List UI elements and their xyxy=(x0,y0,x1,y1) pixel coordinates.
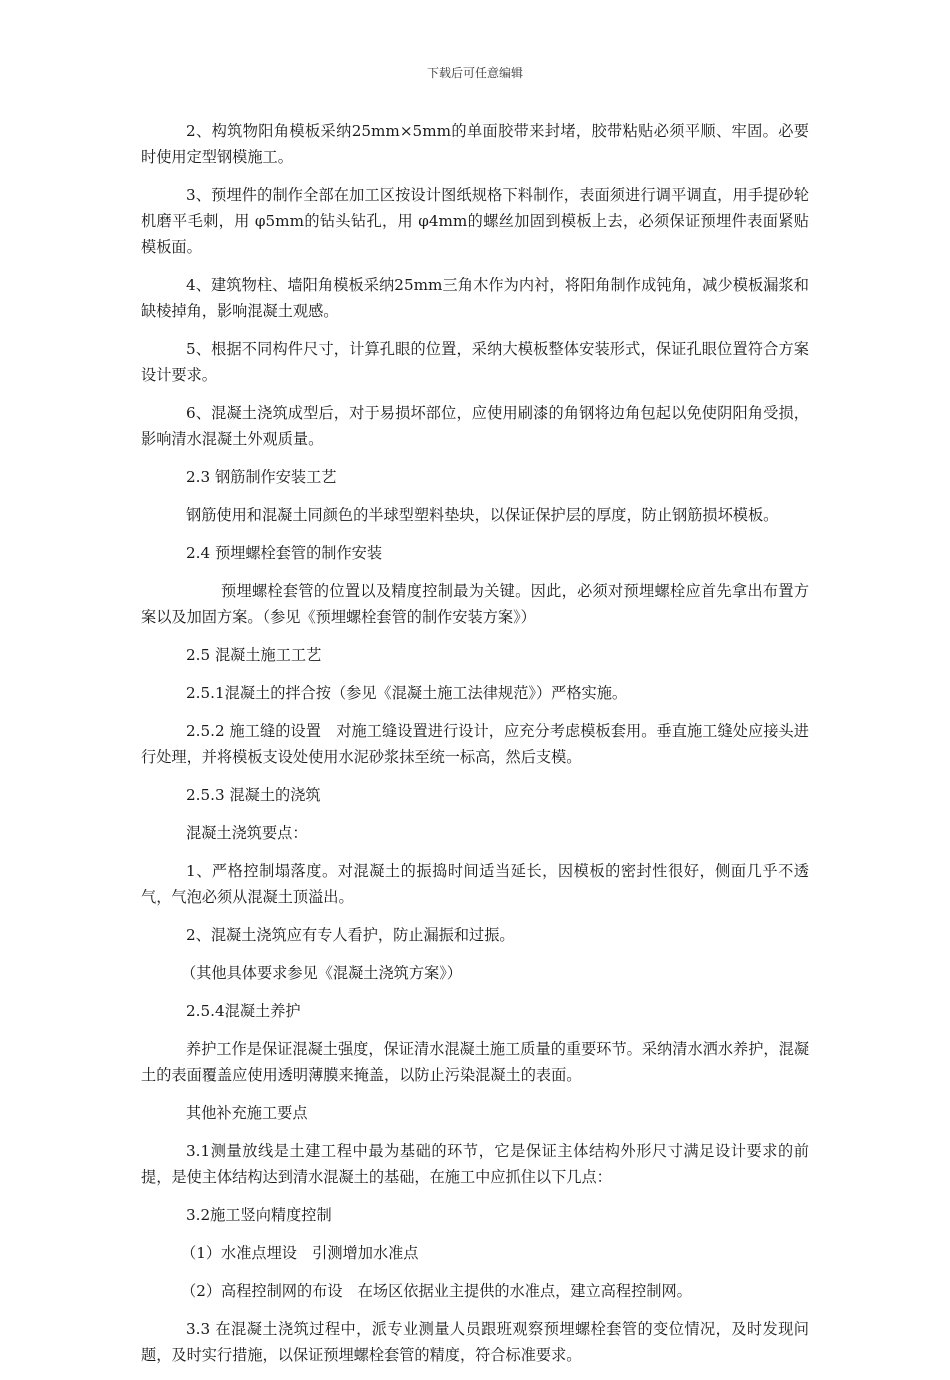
paragraph: 3.1测量放线是土建工程中最为基础的环节，它是保证主体结构外形尺寸满足设计要求的前提，是使主体结构达到清水混凝土的基础，在施工中应抓住以下几点： xyxy=(141,1142,809,1186)
paragraph: （其他具体要求参见《混凝土浇筑方案》） xyxy=(181,964,462,982)
paragraph: 1、严格控制塌落度。对混凝土的振捣时间适当延长，因模板的密封性很好，侧面几乎不透气，气泡必须从混凝土顶溢出。 xyxy=(141,862,809,906)
paragraph: 3.2施工竖向精度控制 xyxy=(186,1206,332,1224)
paragraph: 3、预埋件的制作全部在加工区按设计图纸规格下料制作，表面须进行调平调直，用手提砂轮机磨平毛刺，用 φ5mm的钻头钻孔，用 φ4mm的螺丝加固到模板上去，必须保证预埋件表面紧贴模板面。 xyxy=(141,186,809,256)
paragraph: 6、混凝土浇筑成型后，对于易损坏部位，应使用刷漆的角钢将边角包起以免使阴阳角受损，影响清水混凝土外观质量。 xyxy=(141,404,809,448)
paragraph: （2）高程控制网的布设 在场区依据业主提供的水准点，建立高程控制网。 xyxy=(181,1282,692,1300)
paragraph: 4、建筑物柱、墙阳角模板采纳25mm三角木作为内衬，将阳角制作成钝角，减少模板漏浆和缺棱掉角，影响混凝土观感。 xyxy=(141,276,809,320)
paragraph: 2.5.2 施工缝的设置 对施工缝设置进行设计，应充分考虑模板套用。垂直施工缝处应接头进行处理，并将模板支设处使用水泥砂浆抹至统一标高，然后支模。 xyxy=(141,722,809,766)
paragraph: 预埋螺栓套管的位置以及精度控制最为关键。因此，必须对预埋螺栓应首先拿出布置方案以及加固方案。（参见《预埋螺栓套管的制作安装方案》） xyxy=(141,582,809,626)
paragraph: 5、根据不同构件尺寸，计算孔眼的位置，采纳大模板整体安装形式，保证孔眼位置符合方案设计要求。 xyxy=(141,340,809,384)
paragraph: 2.4 预埋螺栓套管的制作安装 xyxy=(186,544,383,562)
paragraph: 2.5.1混凝土的拌合按（参见《混凝土施工法律规范》）严格实施。 xyxy=(186,684,628,702)
paragraph: 其他补充施工要点 xyxy=(186,1104,308,1122)
paragraph: 2、混凝土浇筑应有专人看护，防止漏振和过振。 xyxy=(186,926,515,944)
document-body xyxy=(141,118,809,1380)
paragraph: 2.3 钢筋制作安装工艺 xyxy=(186,468,337,486)
paragraph: 2.5.3 混凝土的浇筑 xyxy=(186,786,321,804)
paragraph: 2.5 混凝土施工工艺 xyxy=(186,646,322,664)
paragraph: 2.5.4混凝土养护 xyxy=(186,1002,301,1020)
page-header: 下载后可任意编辑 xyxy=(426,66,523,80)
paragraph: 养护工作是保证混凝土强度，保证清水混凝土施工质量的重要环节。采纳清水洒水养护，混凝土的表面覆盖应使用透明薄膜来掩盖，以防止污染混凝土的表面。 xyxy=(141,1040,809,1084)
paragraph: 2、构筑物阳角模板采纳25mm×5mm的单面胶带来封堵，胶带粘贴必须平顺、牢固。必要时使用定型钢模施工。 xyxy=(141,122,809,166)
paragraph: 混凝土浇筑要点： xyxy=(186,824,308,842)
paragraph: （1）水准点埋设 引测增加水准点 xyxy=(181,1244,419,1262)
paragraph: 钢筋使用和混凝土同颜色的半球型塑料垫块，以保证保护层的厚度，防止钢筋损坏模板。 xyxy=(186,506,779,524)
paragraph: 3.3 在混凝土浇筑过程中，派专业测量人员跟班观察预埋螺栓套管的变位情况，及时发现问题，及时实行措施，以保证预埋螺栓套管的精度，符合标准要求。 xyxy=(141,1320,809,1364)
